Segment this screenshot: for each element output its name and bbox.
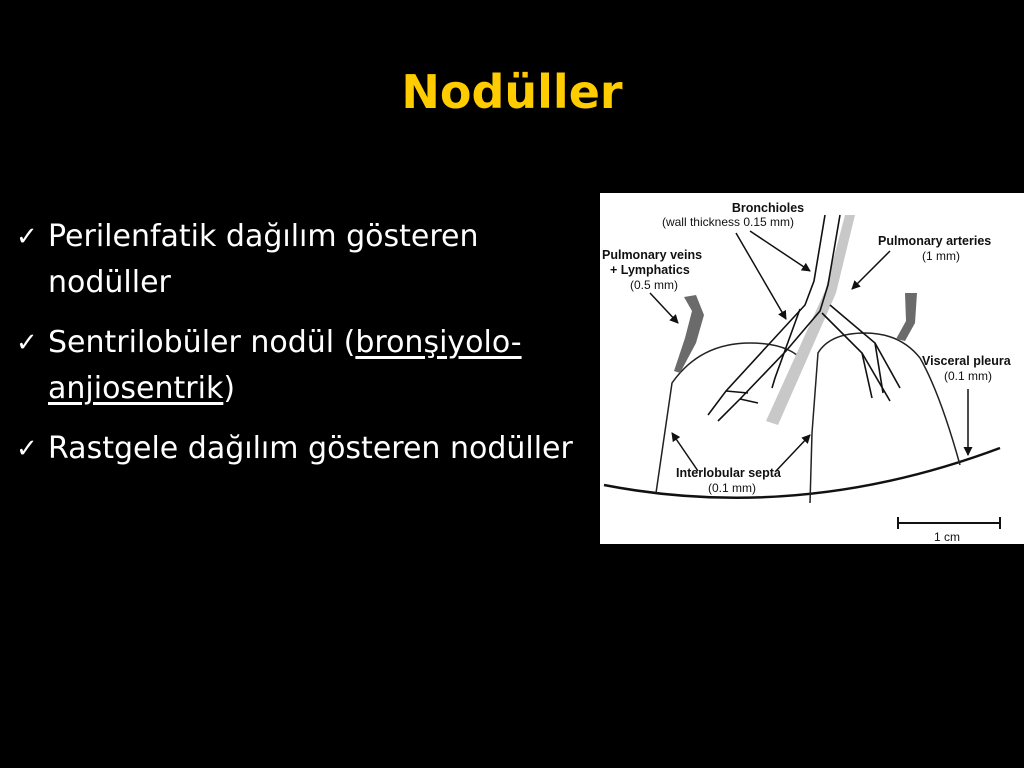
pulmonary-vein-left	[674, 295, 704, 373]
label-bronchioles-detail: (wall thickness 0.15 mm)	[661, 215, 795, 229]
bullet-text: Rastgele dağılım gösteren nodüller	[48, 431, 573, 466]
label-lymphatics: + Lymphatics	[610, 263, 690, 277]
bullet-item	[14, 320, 594, 412]
label-septa-detail: (0.1 mm)	[708, 481, 756, 495]
bullet-item	[14, 426, 594, 472]
label-bronchioles: Bronchioles	[731, 201, 805, 215]
checkmark-icon: ✓	[16, 434, 38, 464]
scale-bar	[898, 517, 1000, 529]
checkmark-icon: ✓	[16, 222, 38, 252]
label-veins-detail: (0.5 mm)	[630, 278, 678, 292]
slide-title: Nodüller	[401, 65, 623, 119]
bullet-list	[14, 214, 594, 486]
bullet-item	[14, 214, 594, 306]
bullet-text: Perilenfatik dağılım gösteren nodüller	[48, 219, 479, 300]
visceral-pleura-curve	[604, 448, 1000, 498]
label-interlobular-septa: Interlobular septa	[676, 466, 781, 480]
label-arteries-detail: (1 mm)	[922, 249, 960, 263]
bullet-text-prefix: Sentrilobüler nodül (	[48, 325, 356, 360]
pulmonary-artery-shading	[766, 215, 855, 425]
diagram-svg	[600, 193, 1024, 544]
label-pulmonary-veins: Pulmonary veins	[602, 248, 703, 262]
lung-lobule-diagram	[600, 193, 1024, 544]
label-pulmonary-arteries: Pulmonary arteries	[878, 234, 992, 248]
label-pleura-detail: (0.1 mm)	[944, 369, 992, 383]
label-scale-bar: 1 cm	[934, 530, 961, 544]
bullet-text-underlined: bronşiyolo-anjiosentrik	[48, 325, 522, 406]
bullet-text-suffix: )	[223, 371, 236, 406]
bronchiole-tree	[708, 215, 900, 421]
pulmonary-vein-right	[896, 293, 917, 341]
label-visceral-pleura: Visceral pleura	[922, 354, 1011, 368]
checkmark-icon: ✓	[16, 328, 38, 358]
